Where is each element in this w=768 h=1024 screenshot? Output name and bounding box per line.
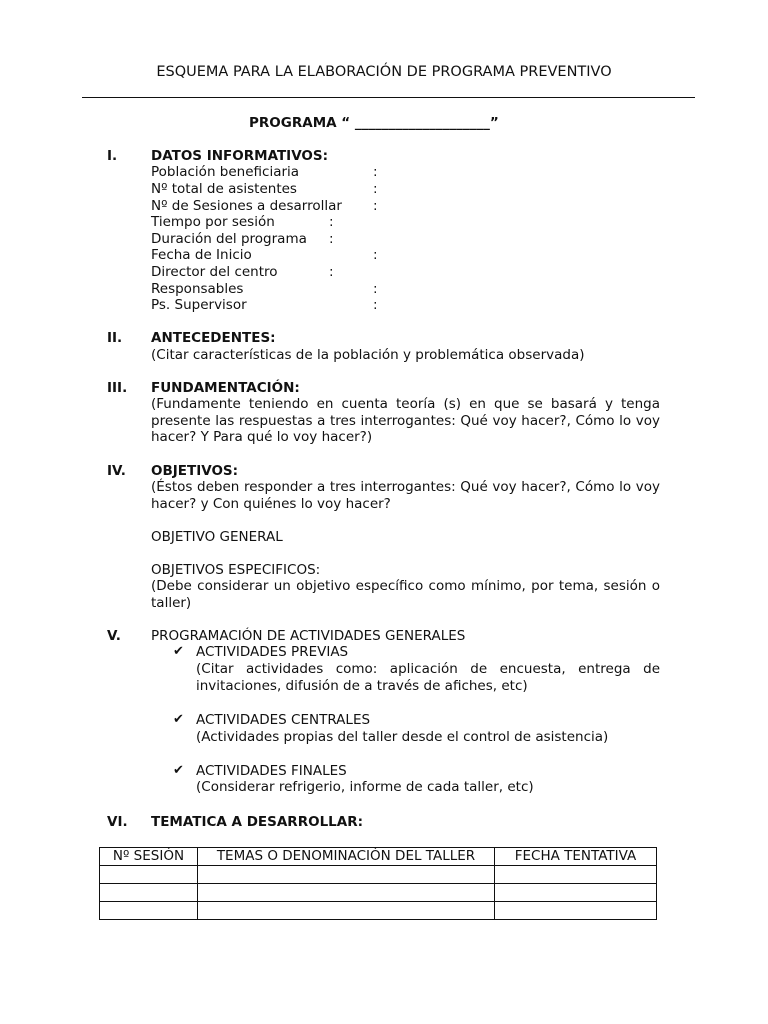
- section-description: (Fundamente teniendo en cuenta teoría (s) en que se basará y tenga presente las respuestas a tres interrogantes: Qué voy hacer?, Cómo lo voy hacer? Y Para qué lo voy hacer?): [151, 396, 660, 446]
- field-colon: :: [329, 264, 334, 280]
- field-label: Responsables: [151, 281, 244, 297]
- activity-title: ACTIVIDADES FINALES: [196, 763, 347, 779]
- table-cell[interactable]: [100, 884, 198, 902]
- tematica-table: [99, 847, 657, 920]
- activity-description: (Citar actividades como: aplicación de encuesta, entrega de invitaciones, difusión de a través de afiches, etc): [196, 661, 660, 694]
- field-colon: :: [373, 164, 378, 180]
- section-number-3: III.: [107, 380, 128, 396]
- table-row: [100, 866, 657, 884]
- table-cell[interactable]: [100, 866, 198, 884]
- objetivos-especificos-heading: OBJETIVOS ESPECIFICOS:: [151, 562, 321, 578]
- section-description: (Éstos deben responder a tres interrogantes: Qué voy hacer?, Cómo lo voy hacer? y Con quiénes lo voy hacer?: [151, 479, 660, 512]
- field-colon: :: [373, 181, 378, 197]
- column-header: FECHA TENTATIVA: [495, 848, 657, 866]
- table-cell[interactable]: [100, 902, 198, 920]
- field-label: Tiempo por sesión: [151, 214, 275, 230]
- field-label: Nº de Sesiones a desarrollar: [151, 198, 342, 214]
- table-cell[interactable]: [495, 902, 657, 920]
- field-colon: :: [373, 297, 378, 313]
- table-cell[interactable]: [198, 884, 495, 902]
- activity-description: (Considerar refrigerio, informe de cada taller, etc): [196, 779, 534, 795]
- column-header: TEMAS O DENOMINACIÓN DEL TALLER: [198, 848, 495, 866]
- section-heading-fundamentacion: FUNDAMENTACIÓN:: [151, 380, 300, 396]
- activity-title: ACTIVIDADES CENTRALES: [196, 712, 371, 728]
- column-header: Nº SESIÓN: [100, 848, 198, 866]
- section-heading-tematica: TEMATICA A DESARROLLAR:: [151, 814, 364, 830]
- section-number-5: V.: [107, 628, 121, 644]
- section-number-2: II.: [107, 330, 123, 346]
- field-label: Ps. Supervisor: [151, 297, 247, 313]
- field-colon: :: [329, 231, 334, 247]
- activity-description: (Actividades propias del taller desde el control de asistencia): [196, 729, 609, 745]
- table-cell[interactable]: [495, 884, 657, 902]
- section-number-4: IV.: [107, 463, 126, 479]
- field-label: Director del centro: [151, 264, 278, 280]
- section-heading-datos: DATOS INFORMATIVOS:: [151, 148, 329, 164]
- section-number-6: VI.: [107, 814, 128, 830]
- table-cell[interactable]: [198, 866, 495, 884]
- table-row: [100, 884, 657, 902]
- field-colon: :: [373, 198, 378, 214]
- field-label: Duración del programa: [151, 231, 307, 247]
- section-heading-programacion: PROGRAMACIÓN DE ACTIVIDADES GENERALES: [151, 628, 466, 644]
- table-row: [100, 902, 657, 920]
- section-heading-antecedentes: ANTECEDENTES:: [151, 330, 276, 346]
- field-colon: :: [373, 281, 378, 297]
- objetivo-general-heading: OBJETIVO GENERAL: [151, 529, 283, 545]
- section-description: (Debe considerar un objetivo específico como mínimo, por tema, sesión o taller): [151, 578, 660, 611]
- checkmark-icon: ✔: [173, 712, 184, 727]
- field-colon: :: [329, 214, 334, 230]
- table-cell[interactable]: [198, 902, 495, 920]
- field-label: Nº total de asistentes: [151, 181, 297, 197]
- table-cell[interactable]: [495, 866, 657, 884]
- section-number-1: I.: [107, 148, 118, 164]
- section-heading-objetivos: OBJETIVOS:: [151, 463, 239, 479]
- title-underline: [82, 97, 695, 98]
- field-colon: :: [373, 247, 378, 263]
- activity-title: ACTIVIDADES PREVIAS: [196, 644, 349, 660]
- checkmark-icon: ✔: [173, 644, 184, 659]
- section-description: (Citar características de la población y problemática observada): [151, 347, 585, 363]
- document-title: ESQUEMA PARA LA ELABORACIÓN DE PROGRAMA PREVENTIVO: [156, 64, 612, 80]
- programa-line: PROGRAMA “ ____________________”: [249, 115, 499, 131]
- field-label: Fecha de Inicio: [151, 247, 252, 263]
- checkmark-icon: ✔: [173, 763, 184, 778]
- field-label: Población beneficiaria: [151, 164, 300, 180]
- table-header-row: [100, 848, 657, 866]
